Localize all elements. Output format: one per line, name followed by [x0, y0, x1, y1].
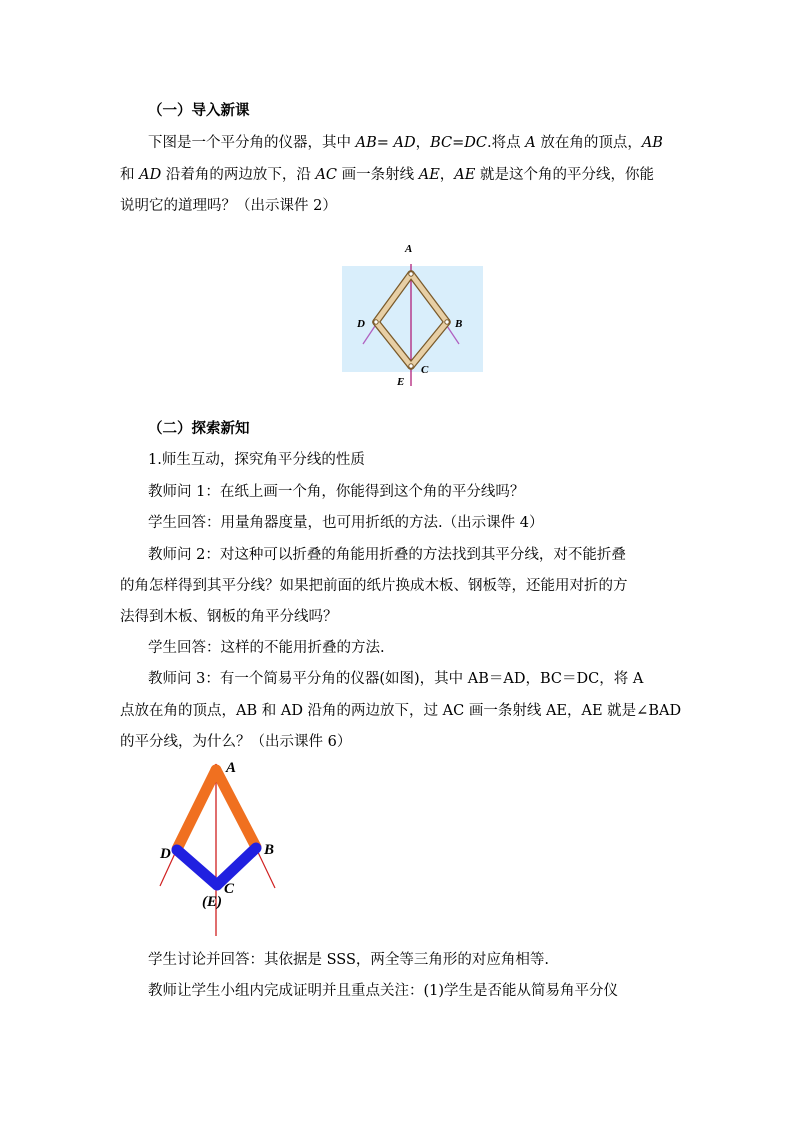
paragraph-line: 教师问 2：对这种可以折叠的角能用折叠的方法找到其平分线，对不能折叠 — [148, 547, 626, 563]
math-span: AE — [454, 167, 476, 183]
math-span: AB — [641, 135, 663, 151]
paragraph-line: 的平分线，为什么？（出示课件 6） — [120, 734, 352, 750]
paragraph-line: 学生回答：用量角器度量，也可用折纸的方法.（出示课件 4） — [148, 515, 544, 531]
paragraph-line: 说明它的道理吗？（出示课件 2） — [120, 198, 337, 214]
section2-heading: （二）探索新知 — [148, 421, 250, 437]
label-d: D — [357, 318, 365, 330]
arm-ad — [177, 770, 216, 849]
paragraph-line: 教师让学生小组内完成证明并且重点关注：(1)学生是否能从简易角平分仪 — [148, 983, 619, 999]
paragraph-line — [148, 133, 663, 153]
paragraph-line: 法得到木板、钢板的角平分线吗？ — [120, 609, 338, 625]
text-span: .将点 — [487, 135, 526, 151]
label-b: B — [264, 842, 275, 858]
paragraph-line: 1.师生互动，探究角平分线的性质 — [148, 452, 365, 468]
text-span: 下图是一个平分角的仪器，其中 — [148, 135, 356, 151]
paragraph-line: 点放在角的顶点，AB 和 AD 沿角的两边放下，过 AC 画一条射线 AE，AE 就是∠BAD — [120, 703, 682, 719]
math-span: A — [525, 135, 536, 151]
label-a: A — [226, 760, 237, 776]
paragraph-line: 学生回答：这样的不能用折叠的方法. — [148, 640, 385, 656]
text-span: 放在角的顶点， — [535, 135, 642, 151]
label-e: E — [397, 376, 405, 388]
paragraph-line: 学生讨论并回答：其依据是 SSS，两全等三角形的对应角相等. — [148, 952, 550, 968]
paragraph-line: 教师问 1：在纸上画一个角，你能得到这个角的平分线吗？ — [148, 484, 525, 500]
label-b: B — [455, 318, 463, 330]
text-span: = — [376, 135, 394, 151]
arm-ab — [216, 770, 256, 847]
text-span: 沿着角的两边放下，沿 — [161, 167, 316, 183]
text-span: 和 — [120, 167, 140, 183]
math-span: AE — [418, 167, 440, 183]
math-span: AD — [393, 135, 416, 151]
paragraph-line — [120, 165, 654, 185]
text-span: 就是这个角的平分线，你能 — [475, 167, 654, 183]
paragraph-line: 的角怎样得到其平分线？如果把前面的纸片换成木板、钢板等，还能用对折的方 — [120, 578, 628, 594]
math-span: AD — [139, 167, 162, 183]
paragraph-line: 教师问 3：有一个简易平分角的仪器(如图)，其中 AB＝AD，BC＝DC，将 A — [148, 671, 644, 687]
arm-bc — [217, 848, 256, 885]
arm-dc — [177, 850, 217, 885]
angle-bisector-instrument-figure — [335, 238, 495, 393]
label-e: (E) — [202, 894, 222, 910]
label-c: C — [421, 364, 429, 376]
label-d: D — [160, 846, 171, 862]
math-span: BC=DC — [430, 135, 488, 151]
math-span: AC — [315, 167, 338, 183]
label-a: A — [405, 243, 413, 255]
text-span: ， — [415, 135, 431, 151]
section1-heading: （一）导入新课 — [148, 103, 250, 119]
simple-bisector-instrument-figure — [150, 756, 290, 941]
label-c: C — [224, 881, 235, 897]
text-span: ， — [439, 167, 455, 183]
math-span: AB — [355, 135, 377, 151]
text-span: 画一条射线 — [337, 167, 419, 183]
